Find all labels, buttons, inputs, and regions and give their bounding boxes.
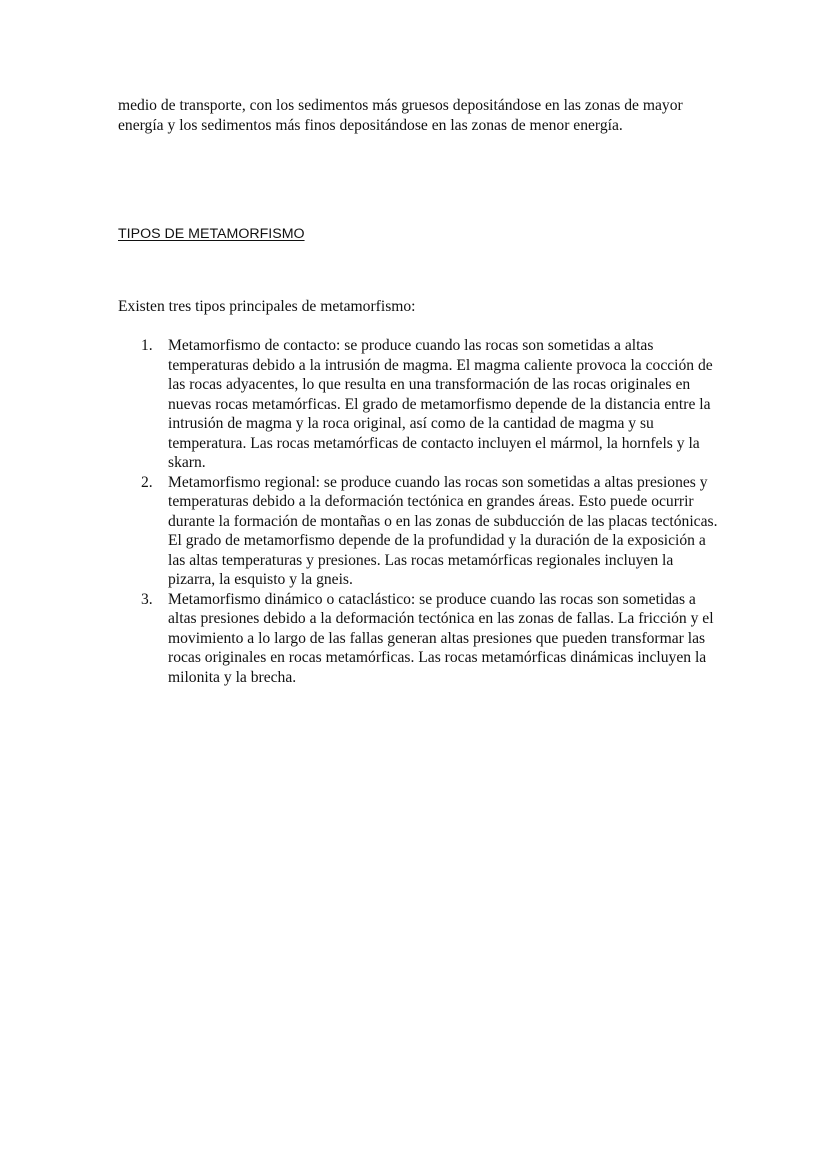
list-item: [118, 336, 718, 473]
list-item-text: Metamorfismo dinámico o cataclástico: se produce cuando las rocas son sometidas a altas presiones debido a la deformación tectónica en las zonas de fallas. La fricción y el movimiento a lo largo de las fallas generan altas presiones que pueden transformar las rocas originales en rocas metamórficas. Las rocas metamórficas dinámicas incluyen la milonita y la brecha.: [168, 590, 714, 686]
list-item-number: 1.: [141, 337, 153, 354]
list-item-text: Metamorfismo regional: se produce cuando las rocas son sometidas a altas presiones y temperaturas debido a la deformación tectónica en grandes áreas. Esto puede ocurrir durante la formación de montañas o en las zonas de subducción de las placas tectónicas. El grado de metamorfismo depende de la profundidad y la duración de la exposición a las altas temperaturas y presiones. Las rocas metamórficas regionales incluyen la pizarra, la esquisto y la gneis.: [168, 473, 718, 588]
list-item: [118, 473, 718, 590]
lead-sentence: Existen tres tipos principales de metamorfismo:: [118, 298, 416, 315]
list-item-text: Metamorfismo de contacto: se produce cuando las rocas son sometidas a altas temperaturas debido a la intrusión de magma. El magma caliente provoca la cocción de las rocas adyacentes, lo que resulta en una transformación de las rocas originales en nuevas rocas metamórficas. El grado de metamorfismo depende de la distancia entre la intrusión de magma y la roca original, así como de la cantidad de magma y su temperatura. Las rocas metamórficas de contacto incluyen el mármol, la hornfels y la skarn.: [168, 337, 713, 471]
intro-paragraph: medio de transporte, con los sedimentos más gruesos depositándose en las zonas de mayor energía y los sedimentos más finos depositándose en las zonas de menor energía.: [118, 97, 683, 134]
list-item: [118, 590, 718, 688]
list-item-number: 2.: [141, 473, 153, 491]
list-item-number: 3.: [141, 590, 153, 608]
section-heading: TIPOS DE METAMORFISMO: [118, 226, 305, 242]
metamorphism-types-list: [118, 336, 718, 687]
